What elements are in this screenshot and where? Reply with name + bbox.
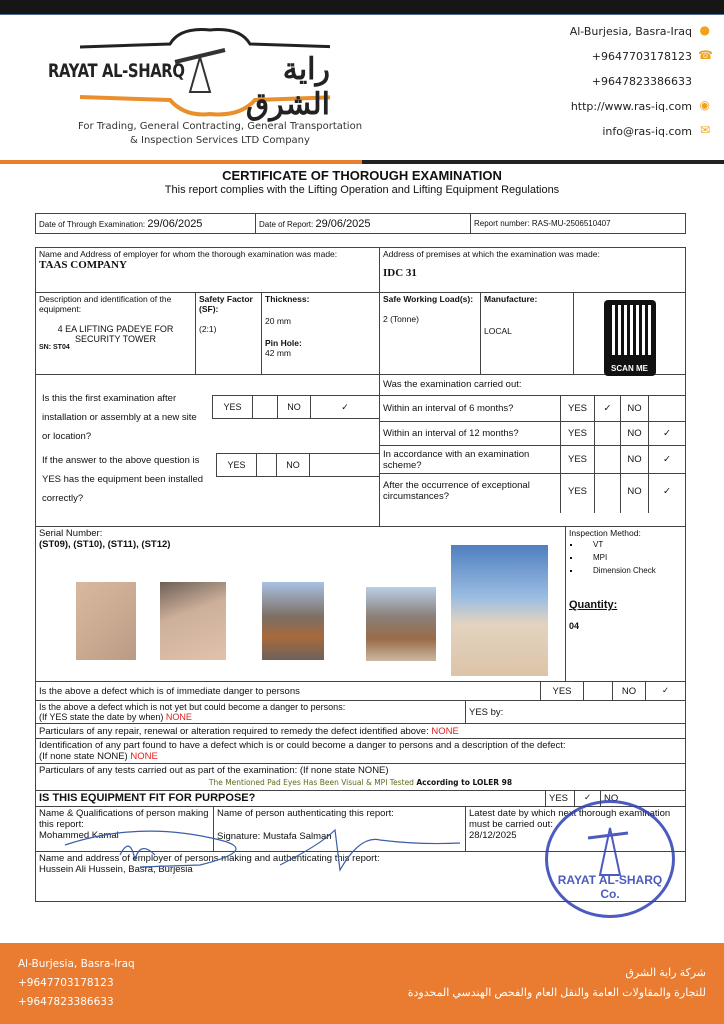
premises-cell: Address of premises at which the examination was made: IDC 31	[380, 248, 685, 292]
divider-orange	[0, 160, 362, 164]
report-number-cell: Report number: RAS-MU-2506510407	[471, 214, 686, 234]
check-icon: ✓	[341, 401, 349, 412]
employer-cell: Name and Address of employer for whom the thorough examination was made: TAAS COMPANY	[36, 248, 380, 292]
phone-text: +9647823386633	[591, 75, 692, 88]
authenticator-name: Signature: Mustafa Salman	[217, 831, 332, 842]
email-link[interactable]: info@ras-iq.com	[602, 125, 692, 138]
qr-cell	[574, 293, 685, 374]
qr-code[interactable]: SCAN ME	[604, 300, 656, 376]
equipment-value: 4 EA LIFTING PADEYE FOR SECURITY TOWER	[57, 324, 174, 344]
carried-out-cell: Was the examination carried out: Within an interval of 6 months? YES ✓ NO Within an interval of 12 months? YES NO ✓ In accordance with an examination scheme? YES NO ✓ After the occurrence of exceptional circumstances? YES NO ✓	[380, 375, 685, 526]
inspector-cell: Name & Qualifications of person making this report: Mohammed Kamal	[36, 807, 214, 851]
first-exam-answer: YES NO ✓	[212, 395, 380, 419]
company-name-en: RAYAT AL-SHARQ	[48, 60, 185, 82]
divider-black	[362, 160, 724, 164]
exam-date-cell: Date of Through Examination: 29/06/2025	[36, 214, 256, 234]
location-pin-icon: ●	[699, 23, 710, 37]
padeye-photo-2	[160, 582, 226, 660]
employer-persons-cell: Name and address of employer of persons making and authenticating this report: Hussein Ali Hussein, Basra, Burjesia	[36, 852, 685, 901]
fit-for-purpose-question: IS THIS EQUIPMENT FIT FOR PURPOSE?	[36, 791, 546, 806]
authenticator-cell: Name of person authenticating this report: Signature: Mustafa Salman	[214, 807, 466, 851]
contact-block	[569, 23, 713, 149]
equipment-cell: Description and identification of the equipment: 4 EA LIFTING PADEYE FOR SECURITY TOWER SN: ST04	[36, 293, 196, 374]
defect-part-cell: Identification of any part found to have a defect which is or could become a danger to persons and a description of the defect: (If none state NONE) NONE	[39, 740, 566, 762]
inspection-method-cell: Inspection Method: ▪ VT ▪ MPI ▪ Dimension Check Quantity: 04	[566, 527, 685, 681]
carried-out-row: In accordance with an examination scheme? YES NO ✓	[380, 445, 685, 473]
inspection-method-list: ▪ VT ▪ MPI ▪ Dimension Check	[569, 538, 682, 577]
certificate-title: CERTIFICATE OF THOROUGH EXAMINATION	[222, 168, 502, 183]
mail-icon: ✉	[699, 123, 710, 137]
employer-value: TAAS COMPANY	[39, 259, 127, 271]
tower-photo-5	[451, 545, 548, 676]
company-tagline: For Trading, General Contracting, General Transportation & Inspection Services LTD Company	[77, 121, 363, 146]
footer-contacts: Al-Burjesia, Basra-Iraq +9647703178123 +9647823386633	[18, 958, 135, 1008]
tests-cell: Particulars of any tests carried out as part of the examination: (If none state NONE) The Mentioned Pad Eyes Has Been Visual & MPI Tested According to LOLER 98	[39, 765, 513, 787]
carried-out-row: Within an interval of 12 months? YES NO ✓	[380, 421, 685, 445]
report-date-cell: Date of Report: 29/06/2025	[256, 214, 471, 234]
tower-photo-3	[262, 582, 324, 660]
manufacture-cell: Manufacture: LOCAL	[481, 293, 574, 374]
company-name-ar: راية الشرق	[245, 53, 330, 121]
employer-persons-value: Hussein Ali Hussein, Basra, Burjesia	[39, 864, 193, 875]
future-danger-cell: Is the above a defect which is not yet but could become a danger to persons: (If YES state the date by when) NONE	[36, 701, 466, 723]
next-exam-cell: Latest date by which next thorough examination must be carried out: 28/12/2025	[466, 807, 685, 851]
quantity-label: Quantity:	[569, 599, 618, 611]
carried-out-row: After the occurrence of exceptional circumstances? YES NO ✓	[380, 473, 685, 513]
safety-factor-cell: Safety Factor (SF): (2:1)	[196, 293, 262, 374]
equipment-sn: SN: ST04	[39, 344, 70, 351]
company-logo	[40, 22, 363, 146]
first-exam-question: Is this the first examination after installation or assembly at a new site or location?	[42, 393, 197, 442]
padeye-photo-1	[76, 582, 136, 660]
inspector-name: Mohammed Kamal	[39, 830, 119, 841]
quantity-value: 04	[569, 621, 580, 631]
premises-value: IDC 31	[383, 267, 417, 279]
repair-cell: Particulars of any repair, renewal or alteration required to remedy the defect identified above: NONE	[39, 726, 459, 737]
carried-out-row: Within an interval of 6 months? YES ✓ NO	[380, 395, 685, 421]
certificate-subtitle: This report complies with the Lifting Operation and Lifting Equipment Regulations	[164, 184, 560, 196]
phone-icon: ☎	[698, 48, 713, 62]
phone-text: +9647703178123	[591, 50, 692, 63]
tower-photo-4	[366, 587, 436, 661]
footer-arabic-name: شركة راية الشرق للتجارة والمقاولات العامة والنقل العام والفحص الهندسي المحدودة	[407, 967, 706, 999]
installed-question: If the answer to the above question is YES has the equipment been installed correctly?	[42, 455, 204, 504]
check-icon: ✓	[661, 685, 670, 695]
serial-numbers: (ST09), (ST10), (ST11), (ST12)	[39, 539, 171, 550]
next-exam-date: 28/12/2025	[469, 830, 517, 841]
first-exam-cell	[36, 375, 380, 526]
signature-scribbles	[60, 825, 520, 880]
check-icon: ✓	[575, 791, 601, 806]
footer	[0, 943, 724, 1024]
top-bar	[0, 0, 724, 15]
yes-by-cell: YES by:	[469, 707, 504, 718]
examination-form: Name and Address of employer for whom the thorough examination was made: TAAS COMPANY Address of premises at which the examination was made: IDC 31 Description and identification of the equipment: 4 EA LIFTING PADEYE FOR SECURITY TOWER SN: ST04 Safety Factor (SF): (2:1) Thickness: 20 mm Pin Hole: 42 mm Safe Working Load(s): 2 (Tonne) Manufacture: LOCAL SCAN ME Is this the first examination after installation or assembly at a new site or location? YES NO ✓ If the answer to the above question is YES has the equipment been installed correctly? YES NO Was the examination carried out: Within an interval of 6 months? YES ✓ NO Within an interval of 12 months? YES NO ✓ In accordance with an examination scheme? YES NO ✓ After the occurrence of exceptional circumstances? YES NO ✓ Serial Number: (ST09), (ST10), (ST11), (ST12) Inspection Method: ▪ VT ▪ MPI ▪ Dimension Check Quantity: 04 Is the above a defect which is of immediate danger to persons YES NO ✓ Is the above a defect which is not yet but could become a danger to persons: (If YES state the date by when) NONE YES by: Particulars of any repair, renewal or alteration required to remedy the defect identified above: NONE Identification of any part found to have a defect which is or could become a danger to persons and a description of the defect: (If none state NONE) NONE Particulars of any tests carried out as part of the examination: (If none state NONE) The Mentioned Pad Eyes Has Been Visual & MPI Tested According to LOLER 98 IS THIS EQUIPMENT FIT FOR PURPOSE? YES ✓ NO Name & Qualifications of person making this report: Mohammed Kamal Name of person authenticating this report: Signature: Mustafa Salman Latest date by which next thorough examination must be carried out: 28/12/2025 Name and address of employer of persons making and authenticating this report: Hussein Ali Hussein, Basra, Burjesia	[35, 247, 686, 902]
immediate-danger-question: Is the above a defect which is of immediate danger to persons	[36, 682, 541, 700]
report-header-table	[35, 213, 686, 234]
address-text: Al-Burjesia, Basra-Iraq	[569, 25, 692, 38]
globe-icon: ◉	[699, 98, 710, 112]
website-link[interactable]: http://www.ras-iq.com	[570, 100, 692, 113]
installed-answer: YES NO	[216, 453, 380, 477]
serial-photos-cell: Serial Number: (ST09), (ST10), (ST11), (ST12)	[36, 527, 566, 681]
company-stamp: RAYAT AL-SHARQ Co.	[545, 800, 675, 918]
thickness-cell: Thickness: 20 mm Pin Hole: 42 mm	[262, 293, 380, 374]
swl-cell: Safe Working Load(s): 2 (Tonne)	[380, 293, 481, 374]
